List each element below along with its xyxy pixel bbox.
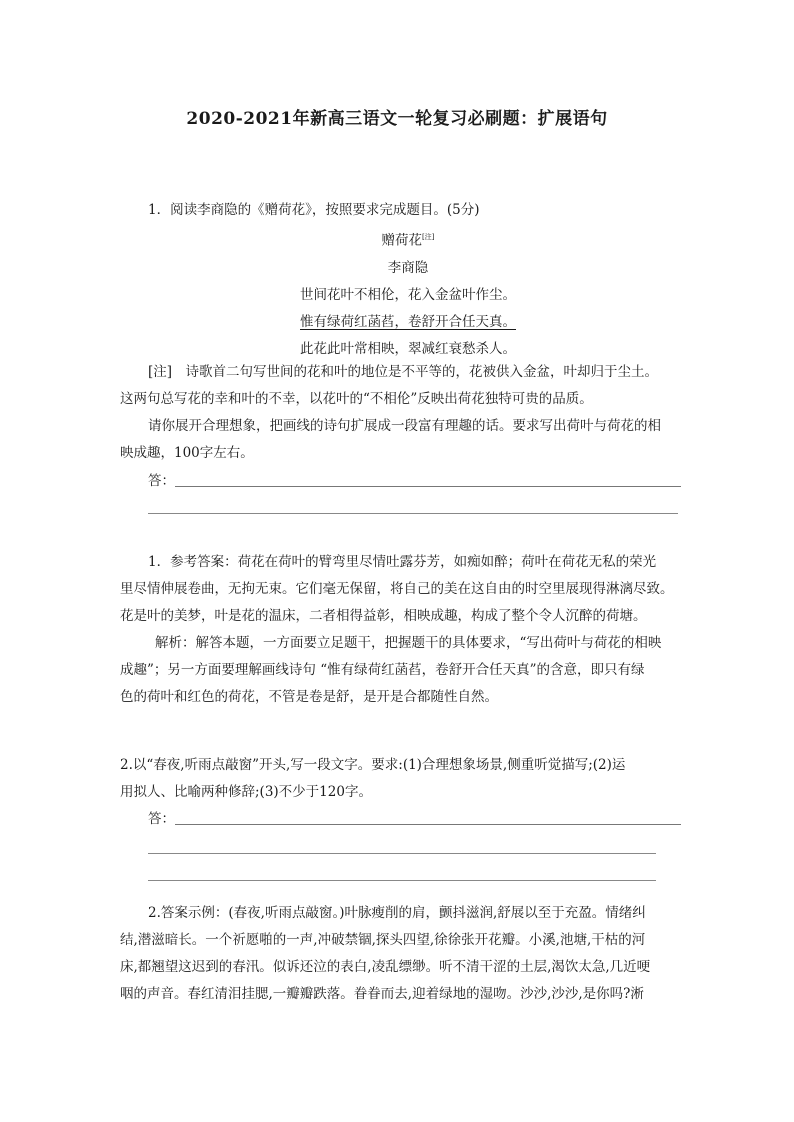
q1-note	[148, 359, 678, 386]
answer-1	[148, 549, 678, 576]
answer-2	[148, 900, 678, 927]
answer-1-cont	[120, 576, 674, 630]
a2-line-2: 结,潜滋暗长。一个祈愿啪的一声,冲破禁锢,探头四望,徐徐张开花瓣。小溪,池塘,干枯的河	[120, 932, 646, 948]
q2-answer-line-1[interactable]	[175, 823, 681, 825]
q1-answer-line-1[interactable]	[175, 485, 681, 487]
q2-answer-label: 答：	[148, 811, 175, 827]
note-line-1: [注] 诗歌首二句写世间的花和叶的地位是不平等的，花被供入金盆，叶却归于尘土。	[148, 364, 659, 380]
q1-answer-row	[148, 470, 681, 492]
question-2	[120, 752, 650, 806]
a1-line-1: 1．参考答案：荷花在荷叶的臂弯里尽情吐露芬芳，如痴如醉；荷叶在荷花无私的荣光	[148, 554, 657, 570]
analysis-1	[155, 630, 685, 657]
a1-line-6: 色的荷叶和红色的荷花，不管是卷是舒，是开是合都随性自然。	[120, 689, 498, 705]
q2-answer-line-3[interactable]	[148, 880, 656, 881]
poem-title: 赠荷花	[381, 232, 423, 249]
analysis-1-cont	[120, 657, 650, 711]
q1-prompt: 1．阅读李商隐的《赠荷花》，按照要求完成题目。(5分)	[148, 202, 480, 218]
a1-line-4: 解析：解答本题，一方面要立足题干，把握题干的具体要求，“写出荷叶与荷花的相映	[155, 635, 662, 651]
a1-line-5: 成趣”；另一方面要理解画线诗句 “惟有绿荷红菡萏，卷舒开合任天真”的含意，即只有绿	[120, 662, 645, 678]
poem-line-2-underlined: 惟有绿荷红菡萏，卷舒开合任天真。	[300, 313, 516, 330]
q1-task	[148, 413, 678, 440]
a2-line-3: 床,都翘望这迟到的春汛。似诉还泣的表白,凌乱缥缈。听不清干涩的土层,渴饮太急,几近哽	[120, 959, 651, 975]
task-line-1: 请你展开合理想象，把画线的诗句扩展成一段富有理趣的话。要求写出荷叶与荷花的相	[148, 418, 661, 434]
question-1	[148, 197, 678, 224]
task-line-2: 映成趣，100字左右。	[120, 445, 254, 461]
a1-line-3: 花是叶的美梦，叶是花的温床，二者相得益彰，相映成趣，构成了整个令人沉醉的荷塘。	[120, 608, 647, 624]
q1-answer-label: 答：	[148, 473, 175, 489]
poem-line-3: 此花此叶常相映，翠减红衰愁杀人。	[300, 340, 516, 357]
q1-note-cont	[120, 386, 650, 413]
page-title: 2020-2021年新高三语文一轮复习必刷题：扩展语句	[186, 109, 608, 129]
a2-line-4: 咽的声音。春红清泪挂腮,一瓣瓣跌落。眷眷而去,迎着绿地的湿吻。沙沙,沙沙,是你吗?淅	[120, 986, 644, 1002]
q1-task-cont	[120, 440, 650, 467]
poem-title-line	[148, 224, 668, 255]
q1-answer-line-2[interactable]	[148, 513, 678, 514]
a2-line-1: 2.答案示例：(春夜,听雨点敲窗。)叶脉瘦削的肩，颤抖滋润,舒展以至于充盈。情绪纠	[148, 905, 646, 921]
note-line-2: 这两句总写花的幸和叶的不幸，以花叶的“不相伦”反映出荷花独特可贵的品质。	[120, 391, 593, 407]
q2-answer-row	[148, 808, 681, 830]
q2-line-1: 2.以“春夜,听雨点敲窗”开头,写一段文字。要求:(1)合理想象场景,侧重听觉描写;(2)运	[120, 757, 626, 773]
q2-line-2: 用拟人、比喻两种修辞;(3)不少于120字。	[120, 784, 372, 800]
poem-line-1: 世间花叶不相伦，花入金盆叶作尘。	[300, 286, 516, 303]
a1-line-2: 里尽情伸展卷曲，无拘无束。它们毫无保留，将自己的美在这自由的时空里展现得淋漓尽致。	[120, 581, 674, 597]
q2-answer-line-2[interactable]	[148, 853, 656, 854]
poem-author: 李商隐	[387, 259, 429, 276]
poem-note-mark: [注]	[422, 233, 435, 241]
poem	[148, 224, 668, 363]
answer-2-cont	[120, 927, 650, 1008]
